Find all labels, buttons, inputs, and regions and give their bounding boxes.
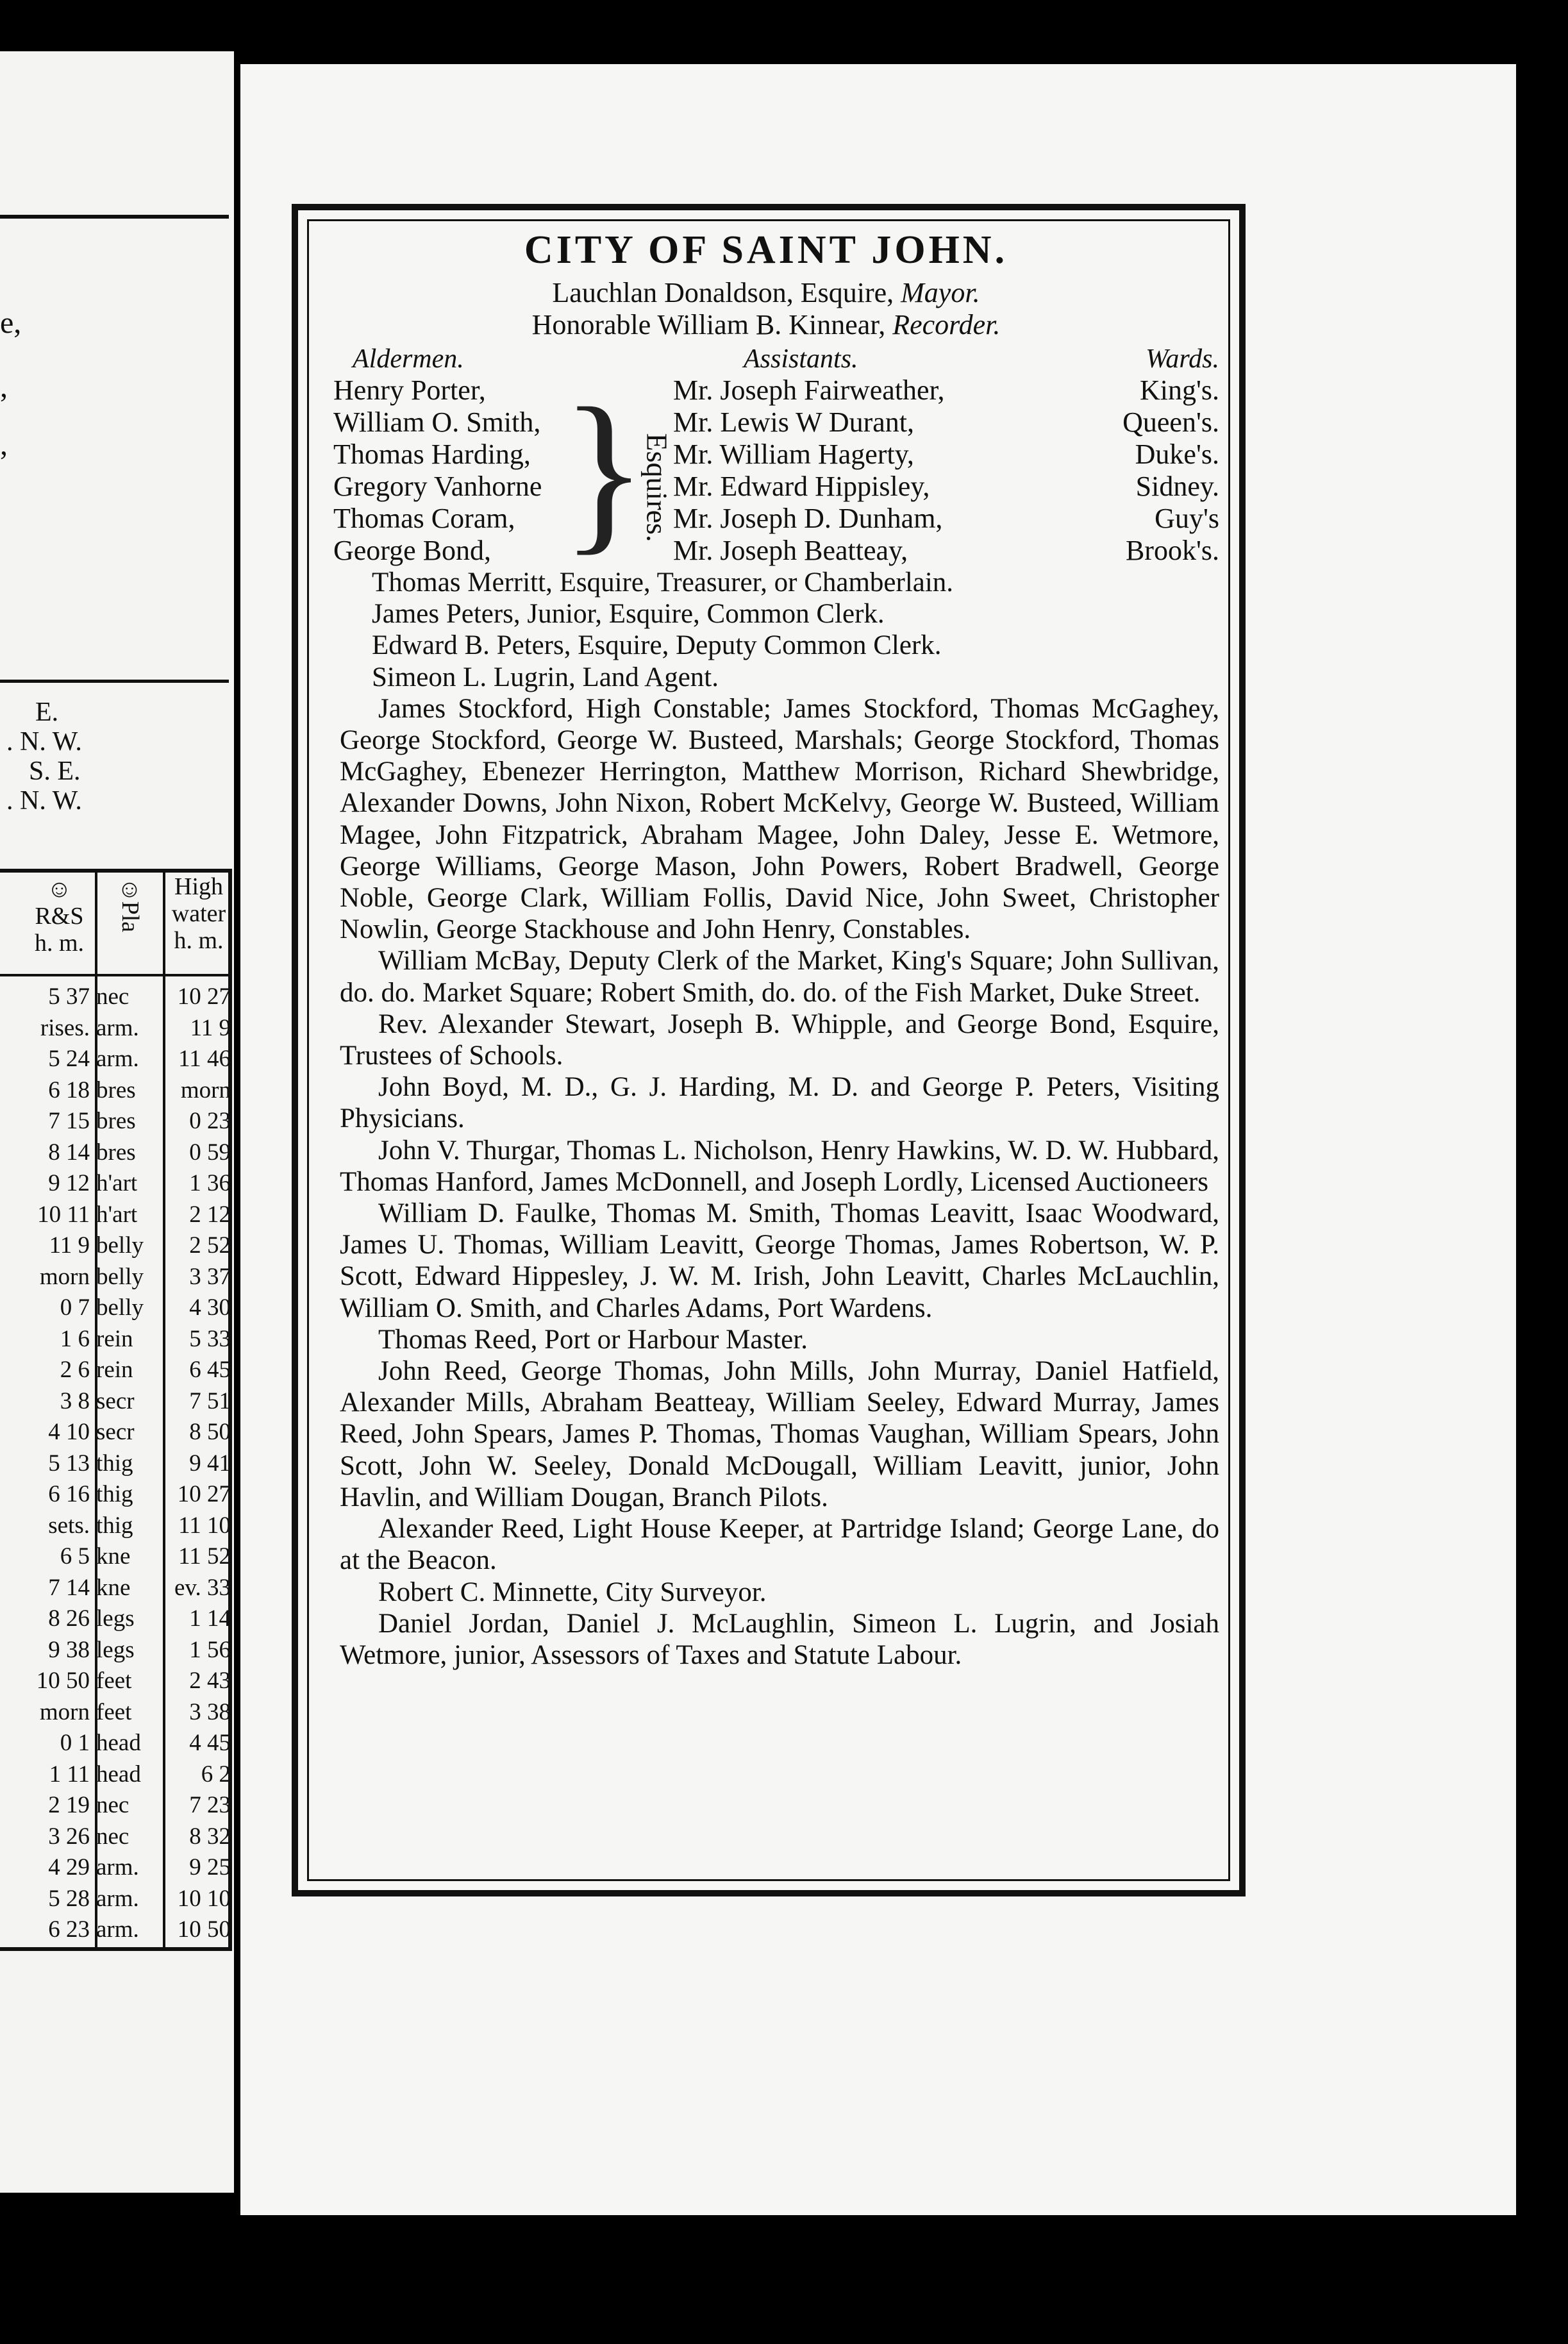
table-row xyxy=(0,1790,232,1821)
ward-name: Queen's. xyxy=(1122,406,1219,438)
table-row xyxy=(0,1603,232,1634)
col-header-rise-set: ☺ R&S h. m. xyxy=(34,876,85,957)
alderman-name: George Bond, xyxy=(333,535,492,566)
rise-set-cell: sets. xyxy=(48,1512,90,1539)
planet-cell: arm. xyxy=(96,1854,139,1880)
rise-set-cell: 4 29 xyxy=(48,1854,90,1880)
table-row xyxy=(0,1479,232,1510)
planet-cell: h'art xyxy=(96,1170,138,1196)
council-row xyxy=(301,406,1231,439)
high-water-cell: 1 56 xyxy=(189,1636,231,1663)
alderman-name: Thomas Harding, xyxy=(333,439,531,470)
council-row xyxy=(301,503,1231,535)
high-water-cell: 1 14 xyxy=(189,1605,231,1632)
rise-set-cell: 6 5 xyxy=(60,1543,90,1570)
table-row xyxy=(0,982,232,1012)
official-line: Simeon L. Lugrin, Land Agent. xyxy=(372,662,719,692)
high-water-cell: morn xyxy=(180,1076,231,1103)
brace-icon: } xyxy=(561,371,647,570)
high-water-cell: 11 52 xyxy=(178,1543,231,1570)
rise-set-cell: morn xyxy=(39,1698,90,1725)
planet-cell: belly xyxy=(96,1263,144,1290)
rise-set-cell: 0 7 xyxy=(60,1294,90,1321)
table-row xyxy=(0,1262,232,1293)
rise-set-cell: 10 50 xyxy=(36,1668,90,1694)
left-facing-page xyxy=(0,51,234,2193)
ward-name: Brook's. xyxy=(1125,535,1219,566)
table-row xyxy=(0,1106,232,1137)
mayor-title: Mayor. xyxy=(901,277,980,308)
council-row xyxy=(301,374,1231,406)
high-water-cell: 10 10 xyxy=(177,1885,231,1912)
planet-cell: secr xyxy=(96,1387,135,1414)
table-header-rule xyxy=(0,974,228,976)
appointment-paragraph: John Reed, George Thomas, John Mills, John Murray, Daniel Hatfield, Alexander Mills, Abraham Beatteay, William Seeley, Edward Murray, James Reed, John Spears, James P. Thomas, Thomas Vaughan, William Spears, John Scott, John W. Seeley, Donald McDougall, William Leavitt, junior, John Havlin, and William Dougan, Branch Pilots. xyxy=(340,1356,1219,1512)
high-water-cell: 8 50 xyxy=(189,1419,231,1445)
table-row xyxy=(0,1230,232,1261)
left-mid-rule xyxy=(0,680,229,683)
table-row xyxy=(0,1759,232,1790)
planet-cell: belly xyxy=(96,1232,144,1259)
table-row xyxy=(0,1044,232,1075)
ward-name: Guy's xyxy=(1155,503,1219,534)
high-water-cell: 9 41 xyxy=(189,1450,231,1477)
rise-set-cell: 0 1 xyxy=(60,1730,90,1756)
high-water-cell: 7 23 xyxy=(189,1792,231,1818)
appointments-list xyxy=(301,693,1231,1671)
table-row xyxy=(0,1386,232,1417)
table-row xyxy=(0,1884,232,1914)
table-row xyxy=(0,1666,232,1696)
table-row xyxy=(0,1324,232,1355)
planet-cell: bres xyxy=(96,1139,136,1166)
assistant-name: Mr. Lewis W Durant, xyxy=(673,406,914,438)
recorder-line xyxy=(301,309,1231,341)
planet-cell: feet xyxy=(96,1698,132,1725)
wind-line: . N. W. xyxy=(6,727,82,757)
table-row xyxy=(0,1821,232,1852)
wind-line: S. E. xyxy=(29,757,81,786)
planet-cell: arm. xyxy=(96,1014,139,1041)
high-water-cell: 5 33 xyxy=(189,1325,231,1352)
council-row xyxy=(301,471,1231,503)
table-row xyxy=(0,1137,232,1168)
appointment-paragraph: John Boyd, M. D., G. J. Harding, M. D. and George P. Peters, Visiting Physicians. xyxy=(340,1072,1219,1134)
planet-cell: legs xyxy=(96,1605,135,1632)
rise-set-cell: 10 11 xyxy=(37,1201,90,1228)
col-header-planet: ☺ Pla xyxy=(116,876,144,932)
planet-cell: arm. xyxy=(96,1885,139,1912)
planet-cell: head xyxy=(96,1761,141,1787)
planet-cell: nec xyxy=(96,1823,129,1850)
recorder-name: Honorable William B. Kinnear, xyxy=(531,309,886,340)
high-water-cell: 11 10 xyxy=(178,1512,231,1539)
rise-set-cell: morn xyxy=(39,1263,90,1290)
appointment-paragraph: Robert C. Minnette, City Surveyor. xyxy=(378,1577,767,1607)
high-water-cell: 10 50 xyxy=(177,1916,231,1943)
high-water-cell: 10 27 xyxy=(177,984,231,1010)
planet-cell: nec xyxy=(96,984,129,1010)
planet-cell: nec xyxy=(96,1792,129,1818)
left-fragment: , xyxy=(0,428,8,462)
high-water-cell: 6 45 xyxy=(189,1357,231,1383)
high-water-cell: 6 2 xyxy=(201,1761,231,1787)
rise-set-cell: 5 28 xyxy=(48,1885,90,1912)
high-water-cell: ev. 33 xyxy=(174,1574,231,1601)
planet-cell: kne xyxy=(96,1574,131,1601)
rise-set-cell: 7 15 xyxy=(48,1108,90,1134)
assistant-name: Mr. Edward Hippisley, xyxy=(673,471,930,502)
wind-line: E. xyxy=(35,698,59,727)
appointment-paragraph: John V. Thurgar, Thomas L. Nicholson, Henry Hawkins, W. D. W. Hubbard, Thomas Hanford, James McDonnell, and Joseph Lordly, Licensed Auctioneers xyxy=(340,1135,1219,1197)
city-directory xyxy=(301,223,1231,1671)
rise-set-cell: 5 37 xyxy=(48,984,90,1010)
table-row xyxy=(0,1852,232,1883)
table-row xyxy=(0,1511,232,1541)
planet-cell: belly xyxy=(96,1294,144,1321)
table-row xyxy=(0,1914,232,1945)
rise-set-cell: 3 8 xyxy=(60,1387,90,1414)
rise-set-cell: 8 14 xyxy=(48,1139,90,1166)
rise-set-cell: 4 10 xyxy=(48,1419,90,1445)
high-water-cell: 4 45 xyxy=(189,1730,231,1756)
high-water-cell: 7 51 xyxy=(189,1387,231,1414)
rise-set-cell: 2 6 xyxy=(60,1357,90,1383)
table-row xyxy=(0,1417,232,1448)
appointment-paragraph: James Stockford, High Constable; James Stockford, Thomas McGaghey, George Stockford, George W. Busteed, Marshals; George Stockford, Thomas McGaghey, Ebenezer Herrington, Matthew Morrison, Richard Shewbridge, Alexander Downs, John Nixon, Robert McKelvy, George W. Busteed, William Magee, John Fitzpatrick, Abraham Magee, John Daley, Jesse E. Wetmore, George Williams, George Mason, John Powers, Robert Bradwell, George Noble, George Clark, William Follis, David Nice, John Sweet, Christopher Nowlin, George Stackhouse and John Henry, Constables. xyxy=(340,693,1219,945)
alderman-name: Gregory Vanhorne xyxy=(333,471,542,502)
left-top-rule xyxy=(0,215,229,219)
rise-set-cell: 9 12 xyxy=(48,1170,90,1196)
rise-set-cell: 5 13 xyxy=(48,1450,90,1477)
rise-set-cell: 6 18 xyxy=(48,1076,90,1103)
rise-set-cell: 9 38 xyxy=(48,1636,90,1663)
almanac-table xyxy=(0,869,232,1951)
high-water-cell: 11 9 xyxy=(190,1014,231,1041)
rise-set-cell: rises. xyxy=(40,1014,90,1041)
planet-cell: thig xyxy=(96,1481,133,1507)
high-water-cell: 0 23 xyxy=(189,1108,231,1134)
esquires-label: Esquires. xyxy=(640,433,674,542)
rise-set-cell: 3 26 xyxy=(48,1823,90,1850)
assistants-header: Assistants. xyxy=(744,344,858,374)
high-water-cell: 2 43 xyxy=(189,1668,231,1694)
planet-cell: bres xyxy=(96,1076,136,1103)
rise-set-cell: 7 14 xyxy=(48,1574,90,1601)
planet-cell: arm. xyxy=(96,1916,139,1943)
rise-set-cell: 1 6 xyxy=(60,1325,90,1352)
high-water-cell: 3 37 xyxy=(189,1263,231,1290)
ward-name: King's. xyxy=(1139,374,1219,406)
rise-set-cell: 6 23 xyxy=(48,1916,90,1943)
assistant-name: Mr. Joseph D. Dunham, xyxy=(673,503,943,534)
rise-set-cell: 11 9 xyxy=(49,1232,90,1259)
high-water-cell: 11 46 xyxy=(178,1046,231,1072)
planet-cell: kne xyxy=(96,1543,131,1570)
assistant-name: Mr. William Hagerty, xyxy=(673,439,914,470)
council-table xyxy=(301,371,1231,570)
planet-cell: rein xyxy=(96,1357,133,1383)
official-line: James Peters, Junior, Esquire, Common Clerk. xyxy=(372,599,885,630)
rise-set-cell: 1 11 xyxy=(49,1761,90,1787)
table-row xyxy=(0,1075,232,1106)
appointment-paragraph: Daniel Jordan, Daniel J. McLaughlin, Simeon L. Lugrin, and Josiah Wetmore, junior, Assessors of Taxes and Statute Labour. xyxy=(340,1608,1219,1670)
wind-line: . N. W. xyxy=(6,786,82,816)
table-row xyxy=(0,1728,232,1759)
table-row xyxy=(0,1697,232,1728)
alderman-name: Henry Porter, xyxy=(333,374,486,406)
planet-cell: thig xyxy=(96,1450,133,1477)
planet-cell: arm. xyxy=(96,1046,139,1072)
rise-set-cell: 6 16 xyxy=(48,1481,90,1507)
high-water-cell: 2 12 xyxy=(189,1201,231,1228)
officials-list xyxy=(301,567,1231,693)
high-water-cell: 10 27 xyxy=(177,1481,231,1507)
high-water-cell: 8 32 xyxy=(189,1823,231,1850)
high-water-cell: 4 30 xyxy=(189,1294,231,1321)
table-row xyxy=(0,1635,232,1666)
table-row xyxy=(0,1168,232,1199)
aldermen-header: Aldermen. xyxy=(353,344,464,374)
official-line: Edward B. Peters, Esquire, Deputy Common Clerk. xyxy=(372,630,942,661)
assistant-name: Mr. Joseph Fairweather, xyxy=(673,374,945,406)
page-title: CITY OF SAINT JOHN. xyxy=(524,228,1008,272)
assistant-name: Mr. Joseph Beatteay, xyxy=(673,535,908,566)
official-line: Thomas Merritt, Esquire, Treasurer, or Chamberlain. xyxy=(372,567,954,598)
table-row xyxy=(0,1013,232,1044)
table-row xyxy=(0,1573,232,1603)
rise-set-cell: 5 24 xyxy=(48,1046,90,1072)
high-water-cell: 1 36 xyxy=(189,1170,231,1196)
planet-cell: bres xyxy=(96,1108,136,1134)
planet-cell: thig xyxy=(96,1512,133,1539)
left-fragment: e, xyxy=(0,306,22,340)
appointment-paragraph: Thomas Reed, Port or Harbour Master. xyxy=(378,1324,808,1355)
high-water-cell: 0 59 xyxy=(189,1139,231,1166)
high-water-cell: 2 52 xyxy=(189,1232,231,1259)
appointment-paragraph: Alexander Reed, Light House Keeper, at Partridge Island; George Lane, do at the Beacon. xyxy=(340,1514,1219,1576)
high-water-cell: 9 25 xyxy=(189,1854,231,1880)
high-water-cell: 3 38 xyxy=(189,1698,231,1725)
appointment-paragraph: William McBay, Deputy Clerk of the Market, King's Square; John Sullivan, do. do. Market Square; Robert Smith, do. do. of the Fish Market, Duke Street. xyxy=(340,946,1219,1008)
wards-header: Wards. xyxy=(1146,344,1219,374)
table-row xyxy=(0,1448,232,1479)
planet-cell: secr xyxy=(96,1419,135,1445)
planet-cell: legs xyxy=(96,1636,135,1663)
council-row xyxy=(301,439,1231,471)
rise-set-cell: 2 19 xyxy=(48,1792,90,1818)
ward-name: Sidney. xyxy=(1135,471,1219,502)
appointment-paragraph: William D. Faulke, Thomas M. Smith, Thomas Leavitt, Isaac Woodward, James U. Thomas, William Leavitt, George Thomas, James Robertson, W. P. Scott, Edward Hippesley, J. W. M. Irish, John Leavitt, Charles McLauchlin, William O. Smith, and Charles Adams, Port Wardens. xyxy=(340,1198,1219,1323)
left-fragment: , xyxy=(0,370,8,404)
planet-cell: h'art xyxy=(96,1201,138,1228)
alderman-name: Thomas Coram, xyxy=(333,503,515,534)
council-headers xyxy=(301,341,1231,374)
col-header-high-water: High water h. m. xyxy=(171,873,226,954)
mayor-line xyxy=(301,277,1231,309)
recorder-title: Recorder. xyxy=(892,309,1001,340)
council-rows xyxy=(301,371,1231,570)
ward-name: Duke's. xyxy=(1135,439,1219,470)
mayor-name: Lauchlan Donaldson, Esquire, xyxy=(552,277,894,308)
planet-cell: head xyxy=(96,1730,141,1756)
table-row xyxy=(0,1541,232,1572)
appointment-paragraph: Rev. Alexander Stewart, Joseph B. Whipple, and George Bond, Esquire, Trustees of Schools. xyxy=(340,1009,1219,1071)
table-row xyxy=(0,1355,232,1385)
table-row xyxy=(0,1200,232,1230)
council-row xyxy=(301,535,1231,567)
rise-set-cell: 8 26 xyxy=(48,1605,90,1632)
planet-cell: rein xyxy=(96,1325,133,1352)
alderman-name: William O. Smith, xyxy=(333,406,541,438)
table-row xyxy=(0,1293,232,1323)
planet-cell: feet xyxy=(96,1668,132,1694)
